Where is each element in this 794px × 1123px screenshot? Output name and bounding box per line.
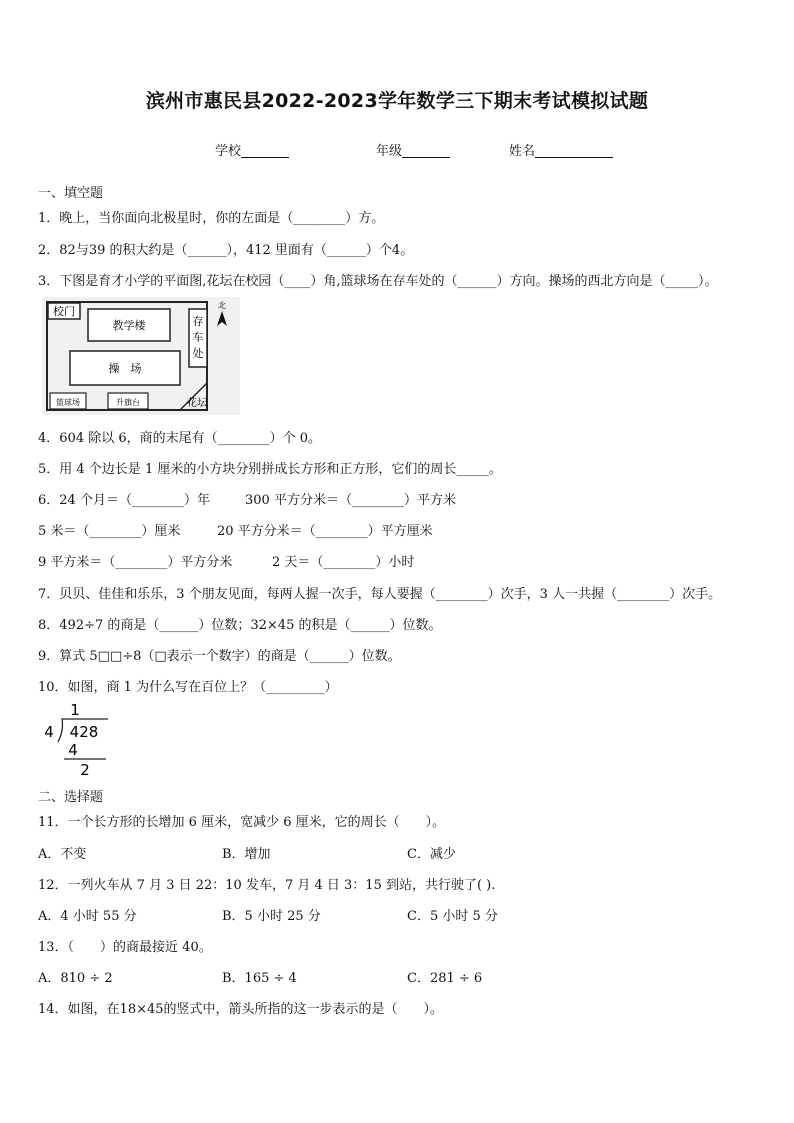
question-6-line-1a: 6．24 个月＝（________）年 bbox=[38, 493, 210, 508]
q11-option-c[interactable]: C．减少 bbox=[407, 847, 456, 862]
gate-label: 校门 bbox=[53, 305, 75, 318]
name-label: 姓名 bbox=[509, 144, 536, 159]
parking-label-1: 存 bbox=[192, 315, 204, 328]
basketball-label: 篮球场 bbox=[56, 398, 80, 407]
question-2: 2．82与39 的积大约是（______），412 里面有（______）个4。 bbox=[38, 243, 414, 258]
grade-blank bbox=[402, 143, 450, 158]
q12-option-a[interactable]: A．4 小时 55 分 bbox=[38, 909, 137, 924]
question-6-line-2a: 5 米＝（________）厘米 bbox=[38, 524, 181, 539]
q12-option-b[interactable]: B．5 小时 25 分 bbox=[222, 909, 321, 924]
q11-option-b[interactable]: B．增加 bbox=[222, 847, 271, 862]
garden-label: 花坛 bbox=[187, 398, 207, 409]
grade-field bbox=[376, 140, 450, 159]
question-6-line-2b: 20 平方分米＝（________）平方厘米 bbox=[217, 524, 433, 539]
exam-title: 滨州市惠民县2022-2023学年数学三下期末考试模拟试题 bbox=[145, 90, 649, 112]
section-multiple-choice: 二、选择题 bbox=[38, 790, 104, 805]
division-dividend: 428 bbox=[69, 723, 99, 741]
q12-option-c[interactable]: C．5 小时 5 分 bbox=[407, 909, 498, 924]
question-14: 14．如图，在18×45的竖式中，箭头所指的这一步表示的是（ ）。 bbox=[38, 1002, 444, 1017]
division-remainder: 2 bbox=[80, 761, 90, 778]
division-product: 4 bbox=[68, 741, 78, 759]
playground-label: 操 场 bbox=[108, 362, 142, 375]
question-8: 8．492÷7 的商是（______）位数；32×45 的积是（______）位数。 bbox=[38, 618, 442, 633]
grade-label: 年级 bbox=[376, 144, 403, 159]
school-field bbox=[215, 140, 289, 159]
question-13: 13．（ ）的商最接近 40。 bbox=[38, 940, 212, 955]
section-fill-in: 一、填空题 bbox=[38, 186, 104, 201]
question-4: 4．604 除以 6，商的末尾有（________）个 0。 bbox=[38, 431, 322, 446]
question-6-line-1b: 300 平方分米＝（________）平方米 bbox=[245, 493, 456, 508]
q13-option-c[interactable]: C．281 ÷ 6 bbox=[407, 971, 483, 986]
teaching-building-label: 教学楼 bbox=[112, 319, 146, 332]
question-5: 5．用 4 个边长是 1 厘米的小方块分别拼成长方形和正方形，它们的周长_____。 bbox=[38, 462, 502, 477]
flag-label: 升旗台 bbox=[116, 398, 140, 407]
parking-label-2: 车 bbox=[192, 331, 204, 344]
parking-label-3: 处 bbox=[192, 347, 204, 360]
question-10: 10．如图，商 1 为什么写在百位上？（_________） bbox=[38, 680, 338, 695]
question-1: 1．晚上，当你面向北极星时，你的左面是（________）方。 bbox=[38, 211, 385, 226]
question-11: 11．一个长方形的长增加 6 厘米，宽减少 6 厘米，它的周长（ ）。 bbox=[38, 815, 446, 830]
north-label: 北 bbox=[218, 301, 226, 310]
name-blank bbox=[535, 143, 613, 158]
question-6-line-3a: 9 平方米＝（________）平方分米 bbox=[38, 555, 233, 570]
division-divisor: 4 bbox=[44, 723, 54, 741]
q11-option-a[interactable]: A．不变 bbox=[38, 847, 87, 862]
division-quotient: 1 bbox=[70, 701, 80, 719]
school-label: 学校 bbox=[215, 144, 242, 159]
q13-option-a[interactable]: A．810 ÷ 2 bbox=[38, 971, 113, 986]
long-division-figure bbox=[40, 698, 120, 778]
name-field bbox=[509, 140, 613, 159]
school-map-figure bbox=[42, 297, 240, 415]
question-3: 3．下图是育才小学的平面图,花坛在校园（____）角,篮球场在存车处的（______）方向。操场的西北方向是（_____）。 bbox=[38, 274, 718, 289]
question-9: 9．算式 5□□÷8（□表示一个数字）的商是（______）位数。 bbox=[38, 649, 401, 664]
question-6-line-3b: 2 天＝（________）小时 bbox=[272, 555, 415, 570]
school-blank bbox=[241, 143, 289, 158]
question-12: 12．一列火车从 7 月 3 日 22：10 发车，7 月 4 日 3：15 到站，共行驶了( ). bbox=[38, 878, 496, 893]
q13-option-b[interactable]: B．165 ÷ 4 bbox=[222, 971, 297, 986]
question-7: 7．贝贝、佳佳和乐乐，3 个朋友见面，每两人握一次手，每人要握（________）次手，3 人一共握（________）次手。 bbox=[38, 587, 722, 602]
